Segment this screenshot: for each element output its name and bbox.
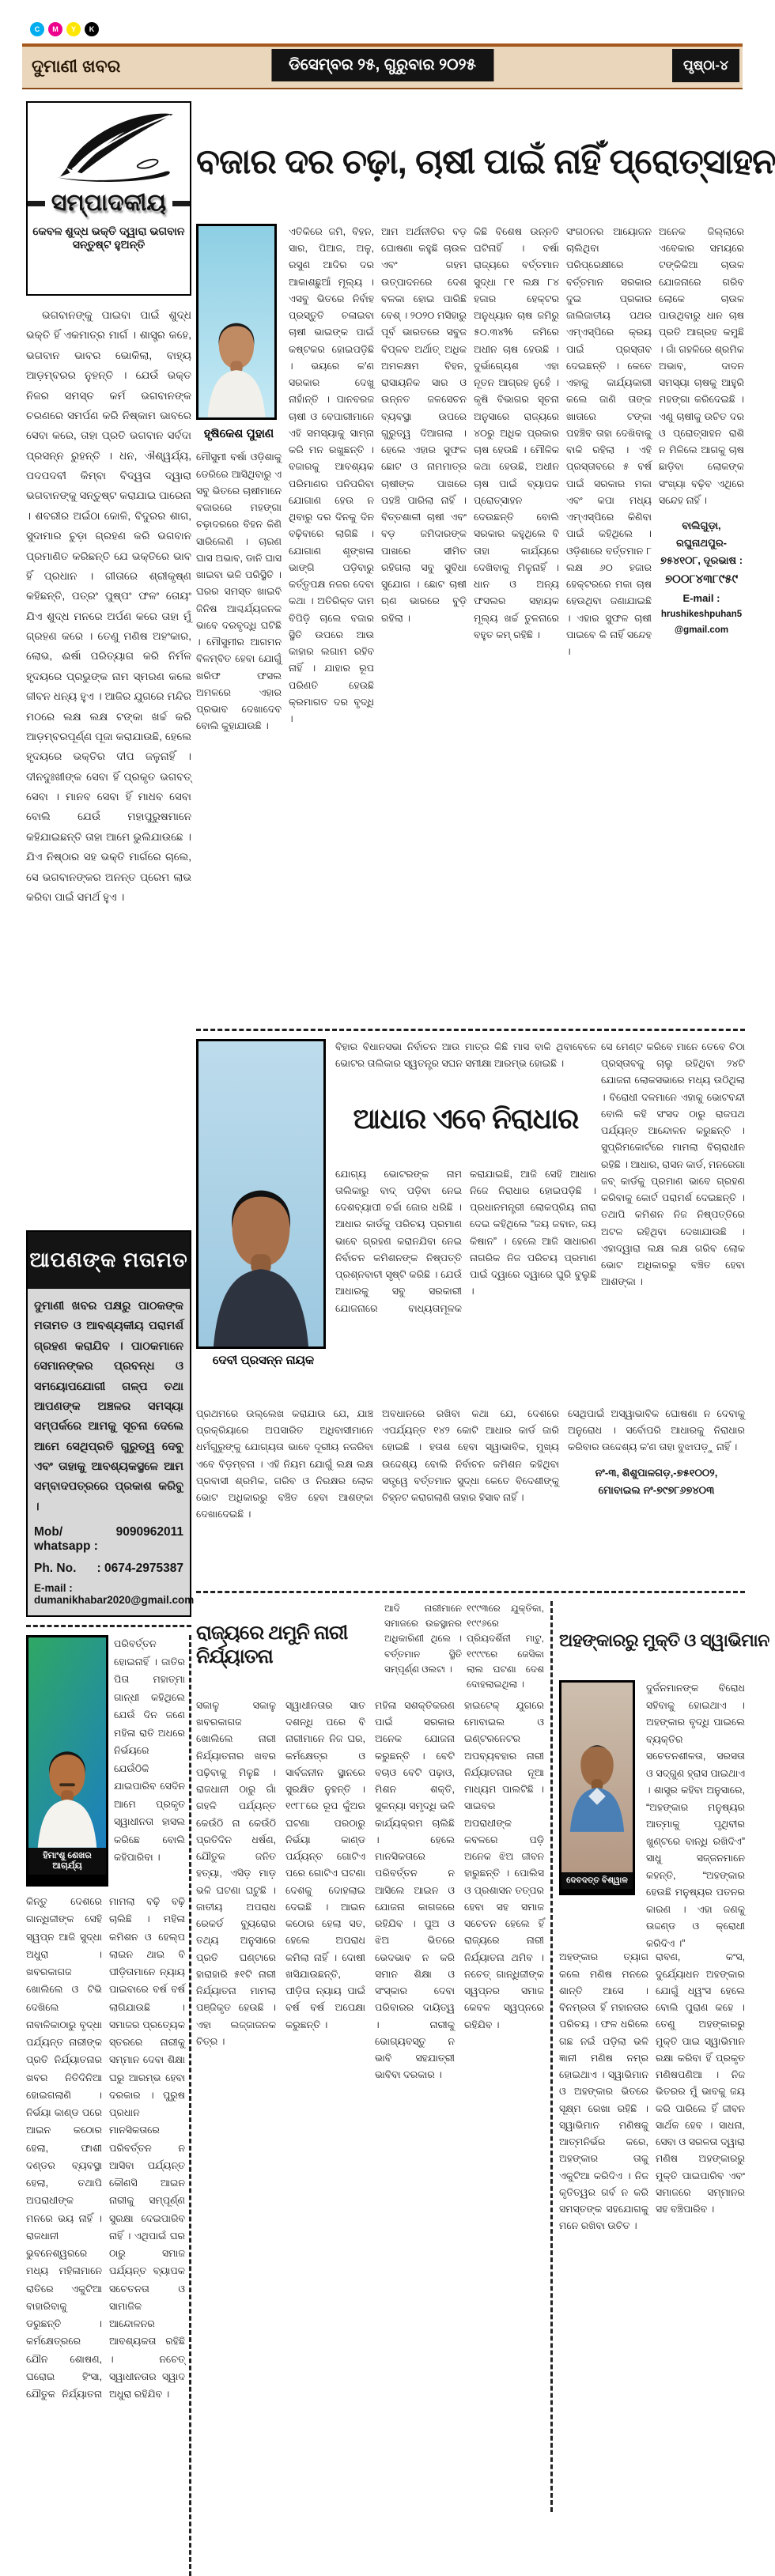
author-email: hrushikeshpuhan5@gmail.com — [660, 610, 743, 635]
photo-caption: ଦେବଦତ୍ତ ବିଶ୍ୱାଳ — [561, 1872, 633, 1889]
sidebar-article-intro: ପରିବର୍ତ୍ତନ ହୋଇନାହିଁ । ଜାତିର ପିତା ମହାତ୍ମା ଗାନ୍ଧୀ କହିଥିଲେ ଯେଉଁ ଦିନ ଜଣେ ମହିଳା ରାତି ଅଧରେ ନିର୍ଭୟରେ ଯେଉଁଠିକି ଯାଇପାରିବ ସେଦିନ ଆମେ ପ୍ରକୃତ ସ୍ୱାଧୀନତା ହାସଲ କରିଛେ ବୋଲି କହିପାରିବା । — [114, 1638, 185, 1864]
portrait-photo — [198, 1041, 323, 1347]
opinion-body — [28, 1289, 195, 1615]
phone-label: Ph. No. — [34, 1562, 77, 1576]
sidebar-article-body: କିନ୍ତୁ ଦେଶରେ ଗାନ୍ଧିଜୀଙ୍କ ସେହି ସ୍ୱପ୍ନ ଆଜି ସୁଦ୍ଧା ଅଧୁରା । ଖବରକାଗଜ ଖୋଲିଲେ ଓ ଟିଭି ଦେଖିଲେ ନାବାଳିକାଠାରୁ ବୃଦ୍ଧା ପର୍ଯ୍ୟନ୍ତ ନାରୀଙ୍କ ପ୍ରତି ନିର୍ଯ୍ୟାତନାର ଖବର ନିତିଦିନିଆ ହୋଇଗଲାଣି । ନିର୍ଭୟା କାଣ୍ଡ ପରେ ଆଇନ କଠୋର ହେଲା, ଫାଶୀ ଦଣ୍ଡର ବ୍ୟବସ୍ଥା ହେଲା, ତଥାପି ଅପରାଧୀଙ୍କ ମନରେ ଭୟ ନାହିଁ । ରାଜଧାନୀ ଭୁବନେଶ୍ୱରରେ ମଧ୍ୟ ମହିଳାମାନେ ରାତିରେ ଏକୁଟିଆ ବାହାରିବାକୁ ଡରୁଛନ୍ତି । କର୍ମକ୍ଷେତ୍ରରେ ଯୌନ ଶୋଷଣ, ଘରୋଇ ହିଂସା, ଯୌତୁକ ନିର୍ଯ୍ୟାତନା ମାମଲା ବଢ଼ି ବଢ଼ି ଚାଲିଛି । ମହିଳା କମିଶନ ଓ ହେଲ୍ପ ଲାଇନ ଥାଇ ବି ପୀଡ଼ିତାମାନେ ନ୍ୟାୟ ପାଇବାରେ ବର୍ଷ ବର୍ଷ ଲାଗିଯାଉଛି । ସମାଜର ପ୍ରତ୍ୟେକ ସ୍ତରରେ ନାରୀକୁ ସମ୍ମାନ ଦେବା ଶିକ୍ଷା ଘରୁ ଆରମ୍ଭ ହେବା ଦରକାର । ପୁରୁଷ ପ୍ରଧାନ ମାନସିକତାରେ ପରିବର୍ତ୍ତନ ନ ଆସିବା ପର୍ଯ୍ୟନ୍ତ କୌଣସି ଆଇନ ନାରୀକୁ ସମ୍ପୂର୍ଣ୍ଣ ସୁରକ୍ଷା ଦେଇପାରିବ ନାହିଁ । ଏଥିପାଇଁ ଘର ଠାରୁ ସମାଜ ପର୍ଯ୍ୟନ୍ତ ବ୍ୟାପକ ସଚେତନତା ଓ ସାମାଜିକ ଆନ୍ଦୋଳନର ଆବଶ୍ୟକତା ରହିଛି । ନଚେତ୍ ସ୍ୱାଧୀନତାର ସ୍ୱାଦ ଅଧୁରା ରହିଯିବ । — [26, 1896, 185, 2400]
photo-caption: ଦେବୀ ପ୍ରସନ୍ନ ନାୟକ — [212, 1353, 315, 1367]
opinion-title: ଆପଣଙ୍କ ମତାମତ — [28, 1232, 190, 1289]
editorial-title: ସମ୍ପାଦକୀୟ — [51, 190, 167, 216]
article-column: ଆଦି ନାରୀମାନେ ସମାଜରେ ଉଚ୍ଚସ୍ଥାନର ଅଧିକାରିଣୀ ଥିଲେ । ବର୍ତ୍ତମାନ ସ୍ଥିତି ସମ୍ପୂର୍ଣ୍ଣ ଓଲଟା । — [384, 1602, 462, 1675]
editorial-subtitle: କେବଳ ଶୁଦ୍ଧ ଭକ୍ତି ଦ୍ୱାରା ଭଗବାନ ସନ୍ତୁଷ୍ଟ ହୁଅନ୍ତି — [32, 225, 185, 251]
person-silhouette-icon — [561, 1698, 633, 1873]
page-number-box: ପୃଷ୍ଠା-୪ — [672, 49, 739, 82]
opinion-box — [26, 1230, 195, 1617]
author-phone: ମୋବାଇଲ ନଂ-୭୯୭୮୬୭୪୦୩ — [598, 1483, 715, 1496]
sidebar-article — [26, 1635, 191, 2576]
phone-row — [34, 1562, 183, 1576]
title-dash-left — [28, 201, 45, 206]
main-area — [196, 101, 775, 2576]
column-text: ମୌସୁମୀ ବର୍ଷା ଓଡ଼ିଶାକୁ ଡେରିରେ ଆସିଥିବାରୁ ଏ ସବୁ ଭିତରେ ଚାଷୀମାନେ ବଜାରରେ ମହଙ୍ଗା ଚଢ଼ାଦରରେ ବିହନ କିଣି ସାରିଲେଣି । ଚାରଣ ଘାସ ଅଭାବ, ଡାନି ଘାସ ଖାଇବା ଭଳି ପରିସ୍ଥିତି । ଘରର ସମସ୍ତ ଖାଇବି ଜିନିଷ ଆଶ୍ଚର୍ଯ୍ୟଜନକ ଭାବେ ଦରବୃଦ୍ଧି ଘଟିଛି । ମୌସୁମୀର ଆଗମନ ବିଳମ୍ବିତ ହେବା ଯୋଗୁଁ ଖରିଫ ଫସଲ ଅମଳରେ ଏହାର ପ୍ରଭାବ ଦେଖାଦେବ ବୋଲି କୁହାଯାଉଛି । — [196, 451, 282, 732]
article-column: କିଛି ବିଶେଷ ଉନ୍ନତି ଘଟିନାହିଁ । ବର୍ଷା ରାଜ୍ୟରେ ବର୍ତ୍ତମାନ ସୁଦ୍ଧା ୮୧ ଲକ୍ଷ ୮୪ ହଜାର ହେକ୍ଟର ଅନୁଧ୍ୟାନ ଚାଷ ଜମିରୁ ୫୦.୩୪% ଜମିରେ ଅଧୀନ ଚାଷ ହେଉଛି । ଦୁର୍ଭାଗ୍ୟେଶ ଏହା ନୂତନ ଆଗ୍ରହ ନୁହେଁ । କୃଷି ବିଭାଗର ସୂଚନା ଅନୁସାରେ ରାଜ୍ୟରେ ୪୦ରୁ ଅଧିକ ପ୍ରକାର ଚାଷ ହେଉଛି । ମୌଳିକ କଥା ହେଉଛି, ଅଧୀନ ଚାଷ ପାଇଁ ବ୍ୟାପକ ପ୍ରୋତ୍ସାହନ ଦେଉଛନ୍ତି ବୋଲି ସରକାର କହୁଥିଲେ ବି ତାହା କାର୍ଯ୍ୟରେ ଦେଖିବାକୁ ମିଳୁନାହିଁ । ଧାନ ଓ ଅନ୍ୟ ଫସଲର ସହାୟକ ମୂଲ୍ୟ ଖର୍ଚ୍ଚ ତୁଳନାରେ ବହୁତ କମ୍ ରହିଛି । — [474, 225, 559, 640]
ego-article — [559, 1601, 769, 2512]
masthead-bar — [22, 43, 743, 89]
article-column: ହାଇଟେକ୍ ଯୁଗରେ ମୋବାଇଲ ଓ ଇଣ୍ଟରନେଟର ଅପବ୍ୟବହାର ନାରୀ ନିର୍ଯ୍ୟାତନାର ନୂଆ ମାଧ୍ୟମ ପାଲଟିଛି । ସାଇବର ଅପରାଧୀଙ୍କ କବଳରେ ପଡ଼ି ଅନେକ ଝିଅ ଜୀବନ ହାରୁଛନ୍ତି । ପୋଲିସ ଓ ପ୍ରଶାସନ ତତ୍ପର ହେବା ସହ ସମାଜ ସଚେତନ ହେଲେ ହିଁ ରାଜ୍ୟରେ ନାରୀ ନିର୍ଯ୍ୟାତନା ଥମିବ । ନଚେତ୍ ଗାନ୍ଧିଜୀଙ୍କ ସ୍ୱପ୍ନର ସମାଜ କେବଳ ସ୍ୱପ୍ନରେ ରହିଯିବ । — [464, 1699, 544, 2030]
column-text: ଯୋଗ୍ୟ ଭୋଟରଙ୍କ ନାମ ତାଲିକାରୁ ବାଦ୍ ପଡ଼ିବା ନେଇ ଦେଶବ୍ୟାପୀ ଚର୍ଚ୍ଚା ଜୋର ଧରିଛି । ଆଧାର କାର୍ଡକୁ ପରିଚୟ ପ୍ରମାଣ ଭାବେ ଗ୍ରହଣ କରାନଯିବା ନେଇ ନିର୍ବାଚନ କମିଶନଙ୍କ ନିଷ୍ପତ୍ତି ପ୍ରଶ୍ନବାଚୀ ସୃଷ୍ଟି କରିଛି । ଯେଉଁ ଆଧାରକୁ ସବୁ ସରକାରୀ ଯୋଜନାରେ ବାଧ୍ୟତାମୂଳକ କରାଯାଇଛି, ଆଜି ସେହି ଆଧାର ନିଜେ ନିରାଧାର ହୋଇପଡ଼ିଛି । ପ୍ରଧାନମନ୍ତ୍ରୀ ଲୋକପ୍ରିୟ ନାରା ଦେଇ କହିଥିଲେ “ଜୟ ଜବାନ, ଜୟ କିଷାନ” । ହେଲେ ଆଜି ସାଧାରଣ ନାଗରିକ ନିଜ ପରିଚୟ ପ୍ରମାଣ ପାଇଁ ଦ୍ୱାରେ ଦ୍ୱାରେ ଘୁରି ବୁଲୁଛି । — [335, 1168, 596, 1314]
opinion-email: E-mail : dumanikhabar2020@gmail.com — [34, 1582, 195, 1607]
portrait-frame — [196, 224, 277, 420]
women-headline: ରାଜ୍ୟରେ ଥମୁନି ନାରୀ ନିର୍ଯ୍ୟାତନା — [196, 1621, 348, 1668]
opinion-text: ଦୁମାଣୀ ଖବର ପକ୍ଷରୁ ପାଠକଙ୍କ ମତାମତ ଓ ଆବଶ୍ୟକୀୟ ପରାମର୍ଶ ଗ୍ରହଣ କରାଯିବ । ପାଠକମାନେ ସେମାନଙ୍କର ପ୍ରବନ୍ଧ ଓ ସମୟୋପଯୋଗୀ ଗଳ୍ପ ତଥା ଆପଣଙ୍କ ଅଞ୍ଚଳର ସମସ୍ୟା ସମ୍ପର୍କରେ ଆମକୁ ସୂଚନା ଦେଲେ ଆମେ ସେଥିପ୍ରତି ଗୁରୁତ୍ୱ ଦେବୁ ଏବଂ ତାହାକୁ ଆବଶ୍ୟକସ୍ଥଳେ ଆମ ସମ୍ବାଦପତ୍ରରେ ପ୍ରକାଶ କରିବୁ । — [34, 1300, 183, 1513]
photo-column — [559, 1680, 640, 1943]
ego-article-columns — [559, 1949, 745, 2546]
ego-headline: ଅହଙ୍କାରରୁ ମୁକ୍ତି ଓ ସ୍ୱାଭିମାନ — [559, 1630, 769, 1651]
column-text: ଅନେକ ଜିଲ୍ଲାରେ ଏବେକାର ସମୟରେ ଟଙ୍କିକିଆ ଚାଉଳ ଯୋଜନାରେ ଗରିବ ଲୋକେ ଚାଉଳ ପାଉଥିବାରୁ ଧାନ ଚାଷ ପ୍ରତି ଆଗ୍ରହ କମୁଛି । ଗାଁ ଗହଳିରେ ଶ୍ରମିକ ଅଭାବ, ଦାଦନ ସମସ୍ୟା ଚାଷକୁ ଆହୁରି ମହଙ୍ଗା କରିଦେଇଛି । ଏଣୁ ଚାଷୀକୁ ଉଚିତ ଦର ଓ ପ୍ରୋତ୍ସାହନ ରାଶି ନ ମିଳିଲେ ଆଗକୁ ଚାଷ ଛାଡ଼ିବା ଲୋକଙ୍କ ସଂଖ୍ୟା ବଢ଼ିବ ଏଥିରେ ସନ୍ଦେହ ନାହିଁ । — [659, 225, 744, 506]
whatsapp-label: Mob/ whatsapp : — [34, 1525, 98, 1554]
article-column: ମହିଳା ସଶକ୍ତିକରଣ ପାଇଁ ସରକାର ଅନେକ ଯୋଜନା କରୁଛନ୍ତି । ବେଟି ବଚାଓ ବେଟି ପଢ଼ାଓ, ମିଶନ ଶକ୍ତି, ସୁକନ୍ୟା ସମୃଦ୍ଧି ଭଳି କାର୍ଯ୍ୟକ୍ରମ ଚାଲିଛି । ହେଲେ ମାନସିକତାରେ ପରିବର୍ତ୍ତନ ନ ଆସିଲେ ଆଇନ ଓ ଯୋଜନା କାଗଜରେ ରହିଯିବ । ପୁଅ ଓ ଝିଅ ଭିତରେ ଭେଦଭାବ ନ କରି ସମାନ ଶିକ୍ଷା ଓ ସଂସ୍କାର ଦେବା ପରିବାରର ଦାୟିତ୍ୱ । ନାରୀକୁ ଭୋଗ୍ୟବସ୍ତୁ ନ ଭାବି ସହଯାତ୍ରୀ ଭାବିବା ଦରକାର । — [375, 1699, 455, 2081]
print-mark-magenta-icon: M — [48, 22, 62, 36]
date-box: ଡିସେମ୍ବର ୨୫, ଗୁରୁବାର ୨୦୨୫ — [271, 49, 493, 81]
article-column: ପ୍ରଥମରେ ଉଲ୍ଲେଖ କରାଯାଉ ଯେ, ଯାଞ୍ଚ ପ୍ରକ୍ରିୟାରେ ଅପସାରିତ ଅଧିବାସୀମାନେ ଧର୍ମଗୁରୁଙ୍କୁ ଯୋଗ୍ୟତା ଭାବେ ଦୂରୀୟ ନଜରିବା ଏବେ ବିଡ଼ମ୍ବନା । ଏହି ନିୟମ ଯୋଗୁଁ ଲକ୍ଷ ଲକ୍ଷ ପ୍ରବାସୀ ଶ୍ରମିକ, ଗରିବ ଓ ନିରକ୍ଷର ଲୋକ ଭୋଟ ଅଧିକାରରୁ ବଞ୍ଚିତ ହେବା ଆଶଙ୍କା ଦେଖାଦେଇଛି । — [196, 1407, 373, 1520]
aadhaar-article — [196, 1039, 745, 1583]
page-content — [26, 101, 775, 2576]
paper-name: ଦୁମାଣୀ ଖବର — [32, 56, 121, 76]
whatsapp-row — [34, 1525, 183, 1554]
women-article-columns — [196, 1698, 544, 2512]
article-column — [196, 224, 282, 1021]
quill-pen-icon — [38, 108, 180, 188]
dashed-divider — [196, 1591, 745, 1593]
aadhaar-headline: ଆଧାର ଏବେ ନିରାଧାର — [353, 1101, 579, 1135]
aadhaar-article-top — [196, 1039, 745, 1401]
portrait-photo — [198, 226, 274, 417]
dashed-divider — [26, 1625, 191, 1627]
portrait-frame — [559, 1680, 635, 1895]
ego-article-top — [559, 1680, 745, 1949]
article-column: ଏତିକିରେ ଜମି, ବିହନ, ସାର, ପିଆଜ, ଅଳୁ, ରସୁଣ ଆଦିର ଦର ଆକାଶଛୁଆଁ ମୂଲ୍ୟ । ଏସବୁ ଭିତରେ ନିର୍ବାହ ପ୍ରସ୍ତୁତି ଚଳାଇବା ଚାଷୀ ଭାଇଙ୍କ ପାଇଁ କଷ୍ଟକର ହୋଇପଡ଼ିଛି । ଭୟରେ କ'ଣ ସରକାର ଦେଖୁ ନାହାଁନ୍ତି । ପାନବରଜ ଚାଷୀ ଓ ବେପାରୀମାନେ ଏହି ସମସ୍ୟାକୁ ସାମ୍ନା କରି ମନ ରଖୁଛନ୍ତି । ବଜାରକୁ ଆବଶ୍ୟକ ପରିମାଣର ପନିପରିବା ଯୋଗାଣ ହେଉ ନ ଥିବାରୁ ଦର ଦିନକୁ ଦିନ ବଢ଼ିବାରେ ଲାଗିଛି । ଯୋଗାଣ ଶୃଙ୍ଖଳା ଭାଙ୍ଗି ପଡ଼ିବାରୁ କର୍ତ୍ତୃପକ୍ଷ ନଜର ଦେବା କଥା । ଅତିରିକ୍ତ ଦାମ ବିପିଡ଼ି ଚାଲେ ବଜାର ସ୍ଥିତି ଉପରେ ଆଉ କାହାର ଲଗାମ ରହିବ ନାହିଁ । ଯାହାର ରୂପ ପରିଣତି ହେଉଛି କ୍ରମାଗତ ଦର ବୃଦ୍ଧି । — [289, 225, 374, 725]
photo-caption: ହୃଷିକେଶ ପୁହାଣ — [203, 426, 274, 440]
women-article-head — [196, 1601, 544, 1690]
portrait-frame — [26, 1635, 108, 1887]
portrait-photo — [561, 1683, 633, 1872]
person-silhouette-icon — [198, 1066, 323, 1347]
phone-number: : 0674-2975387 — [96, 1562, 183, 1576]
person-silhouette-icon — [28, 1654, 106, 1848]
print-registration-marks — [30, 22, 99, 36]
article-column: ଆମ ଅର୍ଥନୀତିର ବଡ଼ ଘୋଷଣା କହୁଛି ଚାଉଳ ଏବଂ ଗହମ ଉତ୍ପାଦନରେ ଦେଶ ବଳକା ହୋଇ ପାରିଛି ବେଶ୍ । ୨୦୨୦ ମସିହାରୁ ପୂର୍ବ ଭାରତରେ ସବୁଜ ବିପ୍ଳବ ଅର୍ଥାତ୍ ଅଧିକ ଅମଳକ୍ଷମ ବିହନ, ରାସାୟନିକ ସାର ଓ ଉନ୍ନତ ଜଳସେଚନ ବ୍ୟବସ୍ଥା ଉପରେ ଗୁରୁତ୍ୱ ଦିଆଗଲା । ହେଲେ ଏହାର ସୁଫଳ ଛୋଟ ଓ ନାମମାତ୍ର ଚାଷୀଙ୍କ ପାଖରେ ପହଞ୍ଚି ପାରିଲା ନାହିଁ । ବିତ୍ତଶାଳୀ ଚାଷୀ ଏବଂ ବଡ଼ ଜମିଦାରଙ୍କ ପାଖରେ ସୀମିତ ରହିଗଲା ସବୁ ସୁବିଧା ସୁଯୋଗ । ଛୋଟ ଚାଷୀ ଋଣ ଭାରରେ ବୁଡ଼ି ରହିଲା । — [381, 225, 467, 624]
headline-column — [335, 1039, 596, 1401]
sidebar-article-top — [26, 1635, 185, 1887]
title-dash-right — [172, 201, 190, 206]
column-text: ସେଥିପାଇଁ ଅସ୍ୱାଭାବିକ ଘୋଷଣା ନ ଦେବାକୁ ଅନୁରୋଧ । ସର୍ବୋପରି ଆଧାରକୁ ନିରାଧାର କରିବାର ଉଦ୍ଦେଶ୍ୟ କ'ଣ ତାହା ବୁଝାପଡ଼ୁ ନାହିଁ । — [568, 1407, 745, 1453]
article-column: ସେ ମେଣ୍ଟ କରିବେ ମାନେ ତେବେ ଚିଠା ପ୍ରସ୍ତାବକୁ ଚାଲୁ ରହିଥିବା ୨୪ଟି ଯୋଜନା ଲୋକସଭାରେ ମଧ୍ୟ ଉଠିଥିଲା । ବିରୋଧୀ ଦଳମାନେ ଏହାକୁ ଭୋଟବନ୍ଦୀ ବୋଲି କହି ସଂସଦ ଠାରୁ ରାଜପଥ ପର୍ଯ୍ୟନ୍ତ ଆନ୍ଦୋଳନ କରୁଛନ୍ତି । ସୁପ୍ରିମକୋର୍ଟରେ ମାମଲା ବିଚାରାଧୀନ ରହିଛି । ଆଧାର, ରାସନ କାର୍ଡ, ମନରେଗା ଜବ୍ କାର୍ଡକୁ ପ୍ରମାଣ ଭାବେ ଗ୍ରହଣ କରିବାକୁ କୋର୍ଟ ପରାମର୍ଶ ଦେଇଛନ୍ତି । ତଥାପି କମିଶନ ନିଜ ନିଷ୍ପତ୍ତିରେ ଅଟଳ ରହିଥିବା ଦେଖାଯାଉଛି । ଏହାଦ୍ୱାରା ଲକ୍ଷ ଲକ୍ଷ ଗରିବ ଲୋକ ଭୋଟ ଅଧିକାରରୁ ବଞ୍ଚିତ ହେବା ଆଶଙ୍କା । — [601, 1041, 745, 1288]
portrait-frame — [196, 1039, 326, 1349]
article-intro: ବିହାର ବିଧାନସଭା ନିର୍ବାଚନ ଆଉ ମାତ୍ର କିଛି ମାସ ବାକି ଥିବାବେଳେ ଭୋଟର ତାଲିକାର ସ୍ୱତନ୍ତ୍ର ସଘନ ସମୀକ୍ଷା ଆରମ୍ଭ ହୋଇଛି । — [335, 1041, 596, 1070]
lead-article — [196, 224, 745, 1021]
article-column: ରାବଣ, କଂସ, ଦୁର୍ଯ୍ୟୋଧନ ଅହଙ୍କାର ଯୋଗୁଁ ଧ୍ୱଂସ ହେଲେ ବୋଲି ପୁରାଣ କହେ । ତେଣୁ ଅହଙ୍କାରରୁ ମୁକ୍ତି ପାଇ ସ୍ୱାଭିମାନ ରକ୍ଷା କରିବା ହିଁ ପ୍ରକୃତ ମଣିଷପଣିଆ । ନିଜ ଭିତରର ମୁଁ ଭାବକୁ ଜୟ କରି ପାରିଲେ ହିଁ ଜୀବନ ସାର୍ଥକ ହେବ । ସାଧନା, ସେବା ଓ ସରଳତା ଦ୍ୱାରା ମଣିଷ ଅହଙ୍କାରରୁ ମୁକ୍ତି ପାଇପାରିବ ଏବଂ ସମାଜରେ ସମ୍ମାନର ସହ ବଞ୍ଚିପାରିବ । — [656, 1951, 745, 2215]
person-silhouette-icon — [198, 241, 274, 417]
article-column: ସଂଗଠନର ଆୟୋଜନ ଚାଲିଥିବା ପରିପ୍ରେକ୍ଷୀରେ ବର୍ତ୍ତମାନ ସରକାର ଦୁଇ ପ୍ରକାର ଜାଲିଜାତୀୟ ପଥର ଏମ୍‌ଏସ୍‌ପିରେ କ୍ରୟ ପାଇଁ ପ୍ରସ୍ତାବ ଦେଇଛନ୍ତି । କେତେ ଏହାକୁ କାର୍ଯ୍ୟକାରୀ କଲେ ଜାଣି ତାଙ୍କ ଖାତାରେ ଟଙ୍କା ପହଞ୍ଚିବ ତାହା ଦେଖିବାକୁ ବାକି ରହିଲା । ଏହି ପ୍ରସ୍ତାବରେ ୫ ବର୍ଷ ପାଇଁ ସରକାର ମକା ଏବଂ କପା ମଧ୍ୟ ଏମ୍‌ଏସ୍‌ପିରେ କିଣିବା ପାଇଁ କହିଥିଲେ । ଓଡ଼ିଶାରେ ବର୍ତ୍ତମାନ ୮ ଲକ୍ଷ ୬୦ ହଜାର ହେକ୍ଟରରେ ମକା ଚାଷ ହେଉଥିବା ଜଣାଯାଇଛି । ଏହାର ସୁଫଳ ଚାଷୀ ପାଇବେ କି ନାହିଁ ସନ୍ଦେହ । — [566, 225, 652, 658]
bottom-section — [196, 1601, 769, 2512]
author-address: ବାଲିଗୁଡ଼ା, ରଘୁନାଥପୁର- ୭୫୪୧୦୮, ଦୂରଭାଷ : — [660, 519, 743, 567]
photo-caption: ହିମାଂଶୁ ଶେଖର ଆଚାର୍ଯ୍ୟ — [28, 1848, 106, 1875]
editorial-box — [26, 101, 191, 296]
editorial-title-row — [28, 190, 190, 217]
lead-headline: ବଜାର ଦର ଚଢ଼ା, ଚାଷୀ ପାଇଁ ନାହିଁ ପ୍ରୋତ୍ସାହନ — [196, 142, 775, 182]
article-column: ଅହଙ୍କାର ତ୍ୟାଗ କଲେ ମଣିଷ ମନରେ ଶାନ୍ତି ଆସେ । ବିନମ୍ରତା ହିଁ ମହାନତାର ପରିଚୟ । ଫଳ ଧରିଲେ ଗଛ ନଇଁ ପଡ଼ିଲା ଭଳି ଜ୍ଞାନୀ ମଣିଷ ନମ୍ର ହୋଇଥାଏ । ସ୍ୱାଭିମାନ ଓ ଅହଙ୍କାର ଭିତରେ ସୂକ୍ଷ୍ମ ରେଖା ରହିଛି । ସ୍ୱାଭିମାନ ମଣିଷକୁ ଆତ୍ମନିର୍ଭର କରେ, ଅହଙ୍କାର ତାକୁ ଏକୁଟିଆ କରିଦିଏ । ନିଜ କୃତିତ୍ୱର ଗର୍ବ ନ କରି ସମସ୍ତଙ୍କ ସହଯୋଗକୁ ମନେ ରଖିବା ଉଚିତ । — [559, 1951, 648, 2232]
article-column: ସକାଳୁ ସକାଳୁ ଖବରକାଗଜ ଖୋଲିଲେ ନାରୀ ନିର୍ଯ୍ୟାତନାର ଖବର ପଢ଼ିବାକୁ ମିଳୁଛି । ରାଜଧାନୀ ଠାରୁ ଗାଁ ଗହଳି ପର୍ଯ୍ୟନ୍ତ କେଉଁଠି ନା କେଉଁଠି ପ୍ରତିଦିନ ଧର୍ଷଣ, ଯୌତୁକ ଜନିତ ହତ୍ୟା, ଏସିଡ଼ ମାଡ଼ ଭଳି ଘଟଣା ଘଟୁଛି । ଜାତୀୟ ଅପରାଧ ରେକର୍ଡ ବ୍ୟୁରୋର ତଥ୍ୟ ଅନୁସାରେ ପ୍ରତି ଘଣ୍ଟାରେ ହାରାହାରି ୫୧ଟି ନାରୀ ନିର୍ଯ୍ୟାତନା ମାମଲା ପଞ୍ଜିକୃତ ହେଉଛି । ଏହା ଲଜ୍ଜାଜନକ ଚିତ୍ର । — [196, 1699, 276, 2047]
article-column: ଦୁର୍ଜନମାନଙ୍କ ବିରୋଧ ସହିବାକୁ ହୋଇଥାଏ । ଅହଙ୍କାର ବୃଦ୍ଧି ପାଇଲେ ବ୍ୟକ୍ତିର ସଚେତନଶୀଳତା, ସରସତା ଓ ସଦ୍‌ଗୁଣ ହ୍ରାସ ପାଇଥାଏ । ଶାସ୍ତ୍ର କହିବା ଅନୁସାରେ, “ଅହଙ୍କାର ମନୁଷ୍ୟର ଆତ୍ମାକୁ ପୃଥିବୀର ଖୁଣ୍ଟରେ ବାନ୍ଧି ରଖିଦିଏ” ସାଧୁ ସଜ୍ଜନମାନେ କହନ୍ତି, “ଅହଙ୍କାର ହେଉଛି ମନୁଷ୍ୟର ପତନର କାରଣ । ଏହା ଜଣକୁ ଉଦ୍ଦଣ୍ଡ ଓ କ୍ରୋଧୀ କରିଦିଏ ।” — [646, 1683, 745, 1949]
photo-column — [196, 1039, 331, 1401]
article-column — [659, 224, 744, 1021]
author-phone: ୭୦୦୮୪୩୮୯୫୯ — [664, 572, 739, 587]
editorial-body-text: ଭଗବାନଙ୍କୁ ପାଇବା ପାଇଁ ଶୁଦ୍ଧ ଭକ୍ତି ହିଁ ଏକମାତ୍ର ମାର୍ଗ । ଶାସ୍ତ୍ର କହେ, ଭଗବାନ ଭାବର ଭୋକିଲା, ବାହ୍ୟ ଆଡ଼ମ୍ବରର ନୁହନ୍ତି । ଯେଉଁ ଭକ୍ତ ନିଜର ସମସ୍ତ କର୍ମ ଭଗବାନଙ୍କ ଚରଣରେ ସମର୍ପଣ କରି ନିଷ୍କାମ ଭାବରେ ସେବା କରେ, ତାହା ପ୍ରତି ଭଗବାନ ସର୍ବଦା ପ୍ରସନ୍ନ ରୁହନ୍ତି । ଧନ, ଐଶ୍ୱର୍ଯ୍ୟ, ପଦପଦବୀ କିମ୍ବା ବିଦ୍ୱତା ଦ୍ୱାରା ଭଗବାନଙ୍କୁ ସନ୍ତୁଷ୍ଟ କରାଯାଇ ପାରେନା । ଶବରୀର ଅଇଁଠା କୋଳି, ବିଦୁରର ଶାଗ, ସୁଦାମାର ଚୁଡ଼ା ଗ୍ରହଣ କରି ଭଗବାନ ପ୍ରମାଣିତ କରିଛନ୍ତି ଯେ ଭକ୍ତିରେ ଭାବ ହିଁ ପ୍ରଧାନ । ଗୀତାରେ ଶ୍ରୀକୃଷ୍ଣ କହିଛନ୍ତି, ପତ୍ରଂ ପୁଷ୍ପଂ ଫଳଂ ତୋୟଂ ଯିଏ ଶୁଦ୍ଧ ମନରେ ଅର୍ପଣ କରେ ତାହା ମୁଁ ଗ୍ରହଣ କରେ । ତେଣୁ ମଣିଷ ଅହଂକାର, ଲୋଭ, ଈର୍ଷା ପରିତ୍ୟାଗ କରି ନିର୍ମଳ ହୃଦୟରେ ପ୍ରଭୁଙ୍କ ନାମ ସ୍ମରଣ କଲେ ଜୀବନ ଧନ୍ୟ ହୁଏ । ଆଜିର ଯୁଗରେ ମନ୍ଦିର ମଠରେ ଲକ୍ଷ ଲକ୍ଷ ଟଙ୍କା ଖର୍ଚ୍ଚ କରି ଆଡ଼ମ୍ବରପୂର୍ଣ୍ଣ ପୂଜା କରାଯାଉଛି, ହେଲେ ହୃଦୟରେ ଭକ୍ତିର ଦୀପ ଜଳୁନାହିଁ । ଦୀନଦୁଃଖୀଙ୍କ ସେବା ହିଁ ପ୍ରକୃତ ଭଗବତ୍ ସେବା । ମାନବ ସେବା ହିଁ ମାଧବ ସେବା ବୋଲି ଯେଉଁ ମହାପୁରୁଷମାନେ କହିଯାଇଛନ୍ତି ତାହା ଆମେ ଭୁଲିଯାଉଛେ । ଯିଏ ନିଷ୍ଠାର ସହ ଭକ୍ତି ମାର୍ଗରେ ଚାଲେ, ସେ ଭଗବାନଙ୍କର ଅନନ୍ତ ପ୍ରେମ ଲାଭ କରିବା ପାଇଁ ସମର୍ଥ ହୁଏ । — [26, 309, 191, 903]
article-column: ୧୯୯୩ରେ ଯୁକ୍ତିକା, ୧୯୯୬ରେ ପ୍ରିୟଦର୍ଶିନୀ ମାଟୁ, ୧୯୯୯ରେ ଜେସିକା ଲାଲ ଘଟଣା ଦେଶ ଦୋହଲାଇଥିଲା । — [467, 1602, 544, 1690]
portrait-photo — [28, 1637, 106, 1848]
author-contact-block — [659, 517, 744, 638]
vertical-dashed-divider — [550, 1601, 553, 2512]
article-column: ଅବଧାନରେ ରଖିବା କଥା ଯେ, ଦେଶରେ ଏପର୍ଯ୍ୟନ୍ତ ୧୪୨ କୋଟି ଆଧାର କାର୍ଡ ଜାରି ହୋଇଛି । ହତାଶ ହେବା ସ୍ୱାଭାବିକ, ମୁଖ୍ୟ ଉଦ୍ଦେଶ୍ୟ ବୋଲି ନିର୍ବାଚନ କମିଶନ କହିଥିବା ସତ୍ତ୍ୱେ ବର୍ତ୍ତମାନ ସୁଦ୍ଧା କେତେ ବିଦେଶୀଙ୍କୁ ଚିହ୍ନଟ କରାଗଲାଣି ତାହାର ହିସାବ ନାହିଁ । — [382, 1407, 559, 1504]
left-sidebar — [26, 101, 195, 2576]
email-label: E-mail : — [682, 591, 720, 604]
whatsapp-number: 9090962011 — [115, 1525, 183, 1539]
aadhaar-article-bottom — [196, 1406, 745, 1583]
article-column: ସ୍ୱାଧୀନତାର ସାତ ଦଶନ୍ଧି ପରେ ବି ନାରୀମାନେ ନିଜ ଘର, କର୍ମକ୍ଷେତ୍ର ଓ ସାର୍ବଜନୀନ ସ୍ଥାନରେ ସୁରକ୍ଷିତ ନୁହନ୍ତି । ୧୯୮୮ରେ ରୂପ କୁଁଅର ଘଟଣା ପରଠାରୁ ନିର୍ଭୟା କାଣ୍ଡ ପର୍ଯ୍ୟନ୍ତ ଗୋଟିଏ ପରେ ଗୋଟିଏ ଘଟଣା ଦେଶକୁ ଦୋହଲାଇ ଦେଇଛି । ଆଇନ କଠୋର ହେଲା ସତ, ହେଲେ ଅପରାଧ କମିଲା ନାହିଁ । ଦୋଷୀ ଖସିଯାଉଛନ୍ତି, ପୀଡ଼ିତା ନ୍ୟାୟ ପାଇଁ ବର୍ଷ ବର୍ଷ ଅପେକ୍ଷା କରୁଛନ୍ତି । — [285, 1699, 365, 2030]
print-mark-yellow-icon: Y — [66, 22, 81, 36]
article-column — [568, 1406, 745, 1583]
dashed-divider — [196, 1029, 745, 1031]
author-contact-block — [568, 1464, 745, 1499]
author-address: ନଂ-୩, ଶିଶୁପାଳଗଡ଼,-୭୫୧୦୦୨, — [595, 1466, 718, 1479]
women-article — [196, 1601, 544, 2512]
print-mark-cyan-icon: C — [30, 22, 44, 36]
print-mark-black-icon: K — [85, 22, 99, 36]
